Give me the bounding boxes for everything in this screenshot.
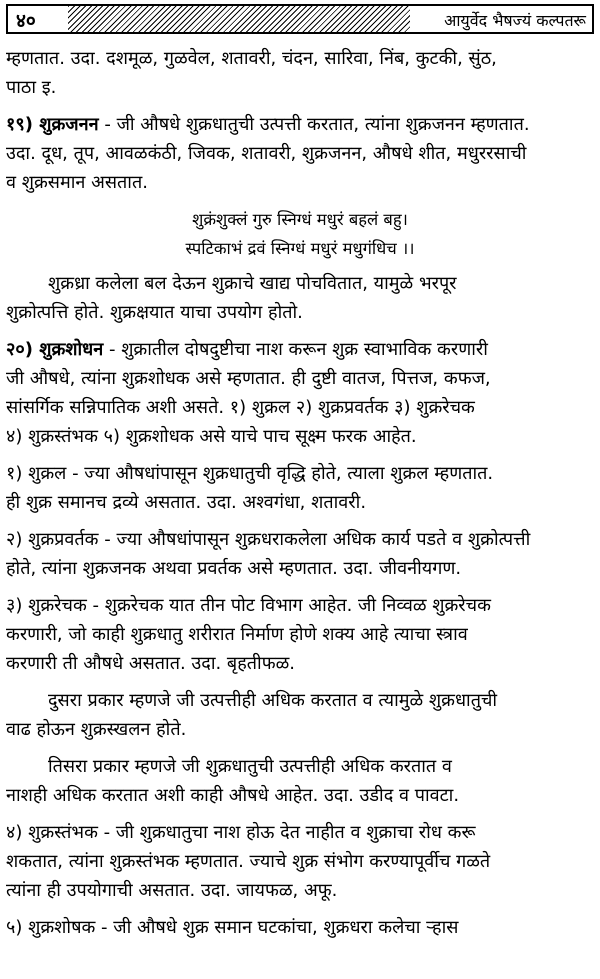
text-line: सांसर्गिक सन्निपातिक अशी असते. १) शुक्रल २) शुक्रप्रवर्तक ३) शुक्ररेचक <box>6 397 475 418</box>
paragraph <box>6 110 594 197</box>
text-line: म्हणतात. उदा. दशमूळ, गुळवेल, शतावरी, चंदन, सारिवा, निंब, कुटकी, सुंठ, <box>6 48 497 69</box>
section-heading: १९) शुक्रजनन <box>6 114 99 135</box>
paragraph <box>6 459 594 517</box>
text-line: ३) शुक्ररेचक - शुक्ररेचक यात तीन पोट विभाग आहेत. जी निव्वळ शुक्ररेचक <box>6 595 491 616</box>
paragraph <box>6 686 594 744</box>
text-line: ४) शुक्रस्तंभक - जी शुक्रधातुचा नाश होऊ देत नाहीत व शुक्राचा रोध करू <box>6 822 476 843</box>
text-line: दुसरा प्रकार म्हणजे जी उत्पत्तीही अधिक करतात व त्यामुळे शुक्रधातुची <box>48 690 498 711</box>
paragraph <box>6 335 594 451</box>
text-line: २) शुक्रप्रवर्तक - ज्या औषधांपासून शुक्रधराकलेला अधिक कार्य पडते व शुक्रोत्पत्ती <box>6 529 531 550</box>
text-line: ही शुक्र समानच द्रव्ये असतात. उदा. अश्वगंधा, शतावरी. <box>6 492 367 513</box>
text-line: तिसरा प्रकार म्हणजे जी शुक्रधातुची उत्पत्तीही अधिक करतात व <box>48 756 452 777</box>
text-line: १) शुक्रल - ज्या औषधांपासून शुक्रधातुची वृद्धि होते, त्याला शुक्रल म्हणतात. <box>6 463 494 484</box>
paragraph <box>6 913 594 942</box>
text-line: वाढ होऊन शुक्रस्खलन होते. <box>6 719 187 740</box>
page-body <box>6 44 594 950</box>
paragraph <box>6 752 594 810</box>
text-line: व शुक्रसमान असतात. <box>6 172 148 193</box>
paragraph <box>6 525 594 583</box>
text-line: नाशही अधिक करतात अशी काही औषधे आहेत. उदा. उडीद व पावटा. <box>6 785 460 806</box>
text-line <box>6 335 594 364</box>
text-line: ५) शुक्रशोषक - जी औषधे शुक्र समान घटकांचा, शुक्रधरा कलेचा ऱ्हास <box>6 917 459 938</box>
text-line: जी औषधे, त्यांना शुक्रशोधक असे म्हणतात. ही दुष्टी वातज, पित्तज, कफज, <box>6 368 491 389</box>
sanskrit-verse <box>6 205 594 263</box>
page-number: ४० <box>16 10 36 32</box>
header-hatch-decoration <box>68 6 410 32</box>
paragraph <box>6 818 594 905</box>
page-header <box>6 4 594 34</box>
section-heading: २०) शुक्रशोधन <box>6 339 104 360</box>
text-line: होते, त्यांना शुक्रजनक अथवा प्रवर्तक असे म्हणतात. उदा. जीवनीयगण. <box>6 558 462 579</box>
book-title: आयुर्वेद भैषज्यं कल्पतरू <box>444 11 586 30</box>
paragraph <box>6 591 594 678</box>
text-line: शुक्रध्रा कलेला बल देऊन शुक्राचे खाद्य पोचवितात, यामुळे भरपूर <box>48 273 457 294</box>
paragraph <box>6 44 594 102</box>
text-line: शकतात, त्यांना शुक्रस्तंभक म्हणतात. ज्याचे शुक्र संभोग करण्यापूर्वीच गळते <box>6 851 491 872</box>
text-line: करणारी ती औषधे असतात. उदा. बृहतीफळ. <box>6 653 295 674</box>
verse-line: स्पटिकाभं द्रवं स्निग्धं मधुरं मधुगंधिच ।। <box>185 239 415 258</box>
text-line: उदा. दूध, तूप, आवळकंठी, जिवक, शतावरी, शुक्रजनन, औषधे शीत, मधुररसाची <box>6 143 527 164</box>
text-line: त्यांना ही उपयोगाची असतात. उदा. जायफळ, अफू. <box>6 880 338 901</box>
text-line: करणारी, जो काही शुक्रधातु शरीरात निर्माण होणे शक्य आहे त्याचा स्त्राव <box>6 624 468 645</box>
text-line <box>6 110 594 139</box>
heading-continuation: - शुक्रातील दोषदुष्टीचा नाश करून शुक्र स्वाभाविक करणारी <box>103 339 488 360</box>
text-line: पाठा इ. <box>6 77 57 98</box>
paragraph <box>6 269 594 327</box>
verse-line: शुक्रंशुक्लं गुरु स्निग्धं मधुरं बहलं बहु। <box>192 210 408 229</box>
text-line: ४) शुक्रस्तंभक ५) शुक्रशोधक असे याचे पाच सूक्ष्म फरक आहेत. <box>6 426 417 447</box>
heading-continuation: - जी औषधे शुक्रधातुची उत्पत्ती करतात, त्यांना शुक्रजनन म्हणतात. <box>98 114 530 135</box>
text-line: शुक्रोत्पत्ति होते. शुक्रक्षयात याचा उपयोग होतो. <box>6 302 303 323</box>
